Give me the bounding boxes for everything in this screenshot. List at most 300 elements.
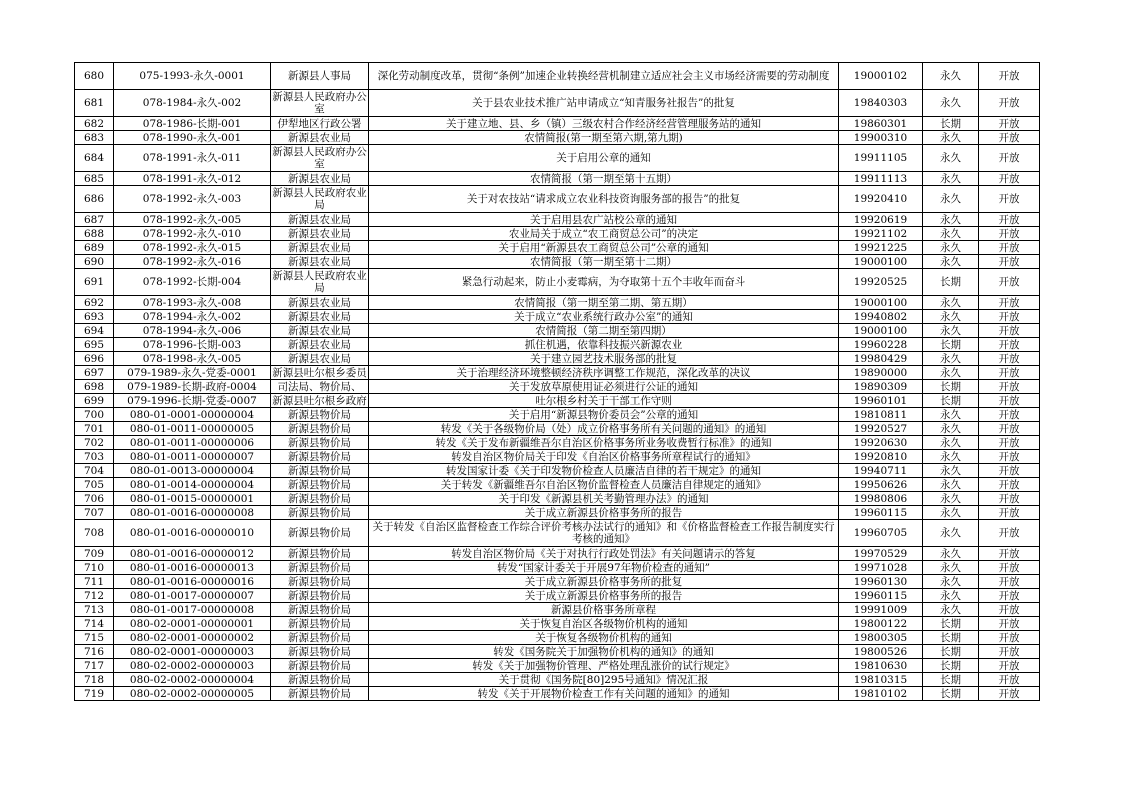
issuing-agency-cell: 新源县人事局: [271, 63, 369, 90]
access-status-cell: 开放: [979, 227, 1040, 241]
retention-period-cell: 永久: [923, 296, 979, 310]
archive-code-cell: 079-1989-长期-政府-0004: [114, 380, 271, 394]
issuing-agency-cell: 新源县人民政府农业局: [272, 187, 367, 211]
table-row: [75, 520, 1040, 547]
issuing-agency-cell: 新源县农业局: [271, 338, 369, 352]
retention-period-cell: 永久: [923, 310, 979, 324]
access-status-cell: 开放: [979, 589, 1040, 603]
issuing-agency-cell: 新源县物价局: [271, 436, 369, 450]
row-number-cell: 711: [75, 575, 114, 589]
access-status-cell: 开放: [979, 673, 1040, 687]
document-title-cell: 关于县农业技术推广站申请成立“知青服务社报告”的批复: [369, 90, 839, 117]
archive-code-cell: 078-1986-长期-001: [114, 117, 271, 131]
row-number-cell: 690: [75, 255, 114, 269]
access-status-cell: 开放: [979, 422, 1040, 436]
document-date-cell: 19810811: [839, 408, 923, 422]
archive-code-cell: 078-1996-长期-003: [114, 338, 271, 352]
document-date-cell: 19810630: [839, 659, 923, 673]
table-row: [75, 366, 1040, 380]
document-date-cell: 19920619: [839, 213, 923, 227]
retention-period-cell: 永久: [923, 213, 979, 227]
access-status-cell: 开放: [979, 296, 1040, 310]
issuing-agency-cell: 新源县物价局: [271, 450, 369, 464]
document-date-cell: 19810102: [839, 687, 923, 701]
archive-code-cell: 080-01-0016-00000013: [114, 561, 271, 575]
issuing-agency-cell: 新源县物价局: [271, 561, 369, 575]
access-status-cell: 开放: [979, 464, 1040, 478]
table-row: [75, 408, 1040, 422]
row-number-cell: 718: [75, 673, 114, 687]
archive-code-cell: 080-02-0001-00000002: [114, 631, 271, 645]
table-row: [75, 90, 1040, 117]
archive-code-cell: 078-1993-永久-008: [114, 296, 271, 310]
archive-code-cell: 075-1993-永久-0001: [114, 63, 271, 90]
access-status-cell: 开放: [979, 520, 1040, 547]
table-row: [75, 186, 1040, 213]
table-row: [75, 213, 1040, 227]
row-number-cell: 685: [75, 172, 114, 186]
row-number-cell: 694: [75, 324, 114, 338]
archive-code-cell: 078-1990-永久-001: [114, 131, 271, 145]
archive-table: [74, 62, 1040, 701]
retention-period-cell: 永久: [923, 366, 979, 380]
issuing-agency-cell: 新源县物价局: [271, 547, 369, 561]
document-title-cell: 关于建立园艺技术服务部的批复: [369, 352, 839, 366]
access-status-cell: 开放: [979, 631, 1040, 645]
table-row: [75, 617, 1040, 631]
issuing-agency-cell: 新源县农业局: [271, 296, 369, 310]
access-status-cell: 开放: [979, 561, 1040, 575]
document-title-cell: 转发《关于发布新疆维吾尔自治区价格事务所业务收费暂行标准》的通知: [369, 436, 839, 450]
document-date-cell: 19950626: [839, 478, 923, 492]
table-row: [75, 645, 1040, 659]
issuing-agency-cell: 新源县物价局: [271, 408, 369, 422]
row-number-cell: 719: [75, 687, 114, 701]
document-title-cell: 农情简报（第一期至第十五期）: [369, 172, 839, 186]
issuing-agency-cell: 新源县物价局: [271, 617, 369, 631]
table-row: [75, 269, 1040, 296]
archive-code-cell: 080-01-0011-00000005: [114, 422, 271, 436]
table-row: [75, 575, 1040, 589]
retention-period-cell: 长期: [923, 617, 979, 631]
table-row: [75, 255, 1040, 269]
row-number-cell: 689: [75, 241, 114, 255]
access-status-cell: 开放: [979, 687, 1040, 701]
table-row: [75, 436, 1040, 450]
archive-code-cell: 080-01-0016-00000010: [114, 520, 271, 547]
document-date-cell: 19800305: [839, 631, 923, 645]
row-number-cell: 681: [75, 90, 114, 117]
retention-period-cell: 永久: [923, 506, 979, 520]
row-number-cell: 705: [75, 478, 114, 492]
document-title-cell: 关于启用“新源县物价委员会”公章的通知: [369, 408, 839, 422]
archive-code-cell: 080-01-0011-00000006: [114, 436, 271, 450]
retention-period-cell: 长期: [923, 659, 979, 673]
access-status-cell: 开放: [979, 478, 1040, 492]
issuing-agency-cell: 新源县物价局: [271, 687, 369, 701]
row-number-cell: 716: [75, 645, 114, 659]
row-number-cell: 684: [75, 145, 114, 172]
archive-code-cell: 078-1992-永久-016: [114, 255, 271, 269]
document-title-cell: 关于启用公章的通知: [369, 145, 839, 172]
document-date-cell: 19920525: [839, 269, 923, 296]
row-number-cell: 682: [75, 117, 114, 131]
retention-period-cell: 长期: [923, 687, 979, 701]
archive-code-cell: 080-01-0016-00000008: [114, 506, 271, 520]
row-number-cell: 707: [75, 506, 114, 520]
row-number-cell: 708: [75, 520, 114, 547]
retention-period-cell: 永久: [923, 589, 979, 603]
table-row: [75, 687, 1040, 701]
table-row: [75, 464, 1040, 478]
table-row: [75, 492, 1040, 506]
document-title-cell: 关于印发《新源县机关考勤管理办法》的通知: [369, 492, 839, 506]
document-date-cell: 19921225: [839, 241, 923, 255]
archive-code-cell: 078-1991-永久-012: [114, 172, 271, 186]
document-title-cell: 吐尔根乡村关于干部工作守则: [369, 394, 839, 408]
archive-code-cell: 080-01-0017-00000008: [114, 603, 271, 617]
archive-code-cell: 080-01-0001-00000004: [114, 408, 271, 422]
document-date-cell: 19000100: [839, 255, 923, 269]
table-row: [75, 338, 1040, 352]
access-status-cell: 开放: [979, 63, 1040, 90]
issuing-agency-cell: 新源县物价局: [271, 492, 369, 506]
issuing-agency-cell: 新源县农业局: [271, 131, 369, 145]
access-status-cell: 开放: [979, 394, 1040, 408]
document-title-cell: 深化劳动制度改革，贯彻“条例”加速企业转换经营机制建立适应社会主义市场经济需要的劳动制度: [369, 63, 839, 90]
document-date-cell: 19960705: [839, 520, 923, 547]
table-row: [75, 310, 1040, 324]
document-title-cell: 转发自治区物价局关于印发《自治区价格事务所章程试行的通知》: [369, 450, 839, 464]
table-row: [75, 172, 1040, 186]
archive-code-cell: 080-01-0016-00000016: [114, 575, 271, 589]
document-date-cell: 19920810: [839, 450, 923, 464]
row-number-cell: 688: [75, 227, 114, 241]
row-number-cell: 683: [75, 131, 114, 145]
document-title-cell: 农情简报（第二期至第四期）: [369, 324, 839, 338]
row-number-cell: 691: [75, 269, 114, 296]
retention-period-cell: 永久: [923, 172, 979, 186]
retention-period-cell: 长期: [923, 394, 979, 408]
access-status-cell: 开放: [979, 145, 1040, 172]
row-number-cell: 703: [75, 450, 114, 464]
document-title-cell: 农业局关于成立“农工商贸总公司”的决定: [369, 227, 839, 241]
access-status-cell: 开放: [979, 408, 1040, 422]
archive-code-cell: 080-01-0011-00000007: [114, 450, 271, 464]
archive-code-cell: 078-1992-长期-004: [114, 269, 271, 296]
archive-code-cell: 078-1992-永久-005: [114, 213, 271, 227]
document-date-cell: 19000100: [839, 324, 923, 338]
document-title-cell: 转发《国务院关于加强物价机构的通知》的通知: [369, 645, 839, 659]
document-date-cell: 19860301: [839, 117, 923, 131]
table-row: [75, 380, 1040, 394]
row-number-cell: 704: [75, 464, 114, 478]
retention-period-cell: 永久: [923, 255, 979, 269]
document-title-cell: 转发《关于各级物价局（处）成立价格事务所有关问题的通知》的通知: [369, 422, 839, 436]
archive-code-cell: 078-1994-永久-006: [114, 324, 271, 338]
issuing-agency-cell: 新源县农业局: [271, 352, 369, 366]
archive-code-cell: 080-01-0015-00000001: [114, 492, 271, 506]
archive-code-cell: 080-02-0002-00000003: [114, 659, 271, 673]
issuing-agency-cell: 新源县物价局: [271, 631, 369, 645]
document-date-cell: 19971028: [839, 561, 923, 575]
document-date-cell: 19920527: [839, 422, 923, 436]
retention-period-cell: 长期: [923, 338, 979, 352]
document-date-cell: 19940711: [839, 464, 923, 478]
document-date-cell: 19920410: [839, 186, 923, 213]
document-title-cell: 关于成立新源县价格事务所的报告: [369, 506, 839, 520]
table-row: [75, 631, 1040, 645]
document-date-cell: 19000102: [839, 63, 923, 90]
archive-code-cell: 078-1992-永久-003: [114, 186, 271, 213]
retention-period-cell: 长期: [923, 673, 979, 687]
issuing-agency-cell: 新源县农业局: [271, 310, 369, 324]
document-date-cell: 19970529: [839, 547, 923, 561]
table-row: [75, 547, 1040, 561]
archive-code-cell: 080-02-0001-00000001: [114, 617, 271, 631]
issuing-agency-cell: 新源县物价局: [271, 520, 369, 547]
retention-period-cell: 永久: [923, 408, 979, 422]
archive-code-cell: 080-01-0016-00000012: [114, 547, 271, 561]
document-title-cell: 关于贯彻《国务院[80]295号通知》情况汇报: [369, 673, 839, 687]
document-title-cell: 关于成立新源县价格事务所的批复: [369, 575, 839, 589]
document-date-cell: 19840303: [839, 90, 923, 117]
access-status-cell: 开放: [979, 506, 1040, 520]
archive-code-cell: 078-1992-永久-015: [114, 241, 271, 255]
row-number-cell: 713: [75, 603, 114, 617]
document-date-cell: 19890000: [839, 366, 923, 380]
retention-period-cell: 永久: [923, 131, 979, 145]
issuing-agency-cell: 伊犁地区行政公署: [271, 117, 369, 131]
access-status-cell: 开放: [979, 255, 1040, 269]
issuing-agency-cell: 新源县物价局: [271, 422, 369, 436]
access-status-cell: 开放: [979, 338, 1040, 352]
archive-code-cell: 080-01-0013-00000004: [114, 464, 271, 478]
retention-period-cell: 永久: [923, 352, 979, 366]
document-date-cell: 19980806: [839, 492, 923, 506]
document-title-cell: 关于启用“新源县农工商贸总公司”公章的通知: [369, 241, 839, 255]
table-row: [75, 352, 1040, 366]
row-number-cell: 680: [75, 63, 114, 90]
retention-period-cell: 永久: [923, 450, 979, 464]
document-date-cell: 19960101: [839, 394, 923, 408]
retention-period-cell: 永久: [923, 561, 979, 575]
row-number-cell: 715: [75, 631, 114, 645]
retention-period-cell: 永久: [923, 227, 979, 241]
access-status-cell: 开放: [979, 659, 1040, 673]
row-number-cell: 695: [75, 338, 114, 352]
access-status-cell: 开放: [979, 241, 1040, 255]
retention-period-cell: 永久: [923, 90, 979, 117]
issuing-agency-cell: 新源县农业局: [271, 255, 369, 269]
access-status-cell: 开放: [979, 575, 1040, 589]
issuing-agency-cell: 新源县物价局: [271, 603, 369, 617]
access-status-cell: 开放: [979, 352, 1040, 366]
document-date-cell: 19810315: [839, 673, 923, 687]
row-number-cell: 701: [75, 422, 114, 436]
row-number-cell: 717: [75, 659, 114, 673]
table-row: [75, 659, 1040, 673]
retention-period-cell: 长期: [923, 645, 979, 659]
document-title-cell: 农情简报（第一期至第二期、第五期）: [369, 296, 839, 310]
retention-period-cell: 永久: [923, 478, 979, 492]
table-row: [75, 296, 1040, 310]
document-title-cell: 关于启用县农广站校公章的通知: [369, 213, 839, 227]
table-row: [75, 561, 1040, 575]
access-status-cell: 开放: [979, 492, 1040, 506]
table-row: [75, 506, 1040, 520]
document-date-cell: 19980429: [839, 352, 923, 366]
document-date-cell: 19960115: [839, 589, 923, 603]
document-date-cell: 19960130: [839, 575, 923, 589]
access-status-cell: 开放: [979, 310, 1040, 324]
table-row: [75, 241, 1040, 255]
retention-period-cell: 永久: [923, 603, 979, 617]
document-date-cell: 19920630: [839, 436, 923, 450]
access-status-cell: 开放: [979, 366, 1040, 380]
document-date-cell: 19960228: [839, 338, 923, 352]
retention-period-cell: 永久: [923, 241, 979, 255]
document-date-cell: 19940802: [839, 310, 923, 324]
document-title-cell: 转发《关于加强物价管理、严格处理乱涨价的试行规定》: [369, 659, 839, 673]
retention-period-cell: 长期: [923, 117, 979, 131]
access-status-cell: 开放: [979, 213, 1040, 227]
row-number-cell: 698: [75, 380, 114, 394]
row-number-cell: 700: [75, 408, 114, 422]
table-row: [75, 117, 1040, 131]
row-number-cell: 712: [75, 589, 114, 603]
table-row: [75, 422, 1040, 436]
issuing-agency-cell: 新源县物价局: [271, 645, 369, 659]
archive-code-cell: 078-1984-永久-002: [114, 90, 271, 117]
access-status-cell: 开放: [979, 172, 1040, 186]
document-title-cell: 转发“国家计委关于开展97年物价检查的通知”: [369, 561, 839, 575]
document-title-cell: 关于发放草原使用证必须进行公证的通知: [369, 380, 839, 394]
document-title-cell: 农情简报（第一期至第十二期）: [369, 255, 839, 269]
document-title-cell: 关于对农技站“请求成立农业科技资询服务部的报告”的批复: [369, 186, 839, 213]
retention-period-cell: 永久: [923, 324, 979, 338]
table-row: [75, 673, 1040, 687]
access-status-cell: 开放: [979, 131, 1040, 145]
archive-code-cell: 078-1992-永久-010: [114, 227, 271, 241]
table-row: [75, 589, 1040, 603]
issuing-agency-cell: 新源县吐尔根乡委员: [272, 366, 367, 379]
table-row: [75, 227, 1040, 241]
row-number-cell: 710: [75, 561, 114, 575]
archive-code-cell: 080-01-0017-00000007: [114, 589, 271, 603]
issuing-agency-cell: 新源县人民政府农业局: [272, 270, 367, 294]
archive-code-cell: 078-1994-永久-002: [114, 310, 271, 324]
document-date-cell: 19960115: [839, 506, 923, 520]
document-title-cell: 关于转发《自治区监督检查工作综合评价考核办法试行的通知》和《价格监督检查工作报告制度实行考核的通知》: [369, 520, 839, 547]
retention-period-cell: 永久: [923, 436, 979, 450]
document-title-cell: 关于恢复各级物价机构的通知: [369, 631, 839, 645]
issuing-agency-cell: 新源县人民政府办公室: [272, 146, 367, 170]
issuing-agency-cell: 新源县农业局: [271, 227, 369, 241]
issuing-agency-cell: 新源县农业局: [271, 241, 369, 255]
retention-period-cell: 长期: [923, 269, 979, 296]
archive-code-cell: 080-01-0014-00000004: [114, 478, 271, 492]
document-date-cell: 19890309: [839, 380, 923, 394]
document-title-cell: 关于成立新源县价格事务所的报告: [369, 589, 839, 603]
issuing-agency-cell: 新源县农业局: [271, 172, 369, 186]
archive-code-cell: 080-02-0002-00000005: [114, 687, 271, 701]
row-number-cell: 697: [75, 366, 114, 380]
retention-period-cell: 永久: [923, 145, 979, 172]
archive-code-cell: 078-1991-永久-011: [114, 145, 271, 172]
document-date-cell: 19800122: [839, 617, 923, 631]
archive-code-cell: 079-1989-永久-党委-0001: [114, 366, 271, 380]
row-number-cell: 706: [75, 492, 114, 506]
row-number-cell: 702: [75, 436, 114, 450]
archive-code-cell: 078-1998-永久-005: [114, 352, 271, 366]
document-date-cell: 19911105: [839, 145, 923, 172]
table-row: [75, 394, 1040, 408]
document-date-cell: 19991009: [839, 603, 923, 617]
table-row: [75, 478, 1040, 492]
document-date-cell: 19800526: [839, 645, 923, 659]
access-status-cell: 开放: [979, 547, 1040, 561]
access-status-cell: 开放: [979, 117, 1040, 131]
document-title-cell: 农情简报(第一期至第六期,第九期): [369, 131, 839, 145]
access-status-cell: 开放: [979, 436, 1040, 450]
table-row: [75, 603, 1040, 617]
row-number-cell: 687: [75, 213, 114, 227]
issuing-agency-cell: 新源县农业局: [271, 213, 369, 227]
issuing-agency-cell: 新源县人民政府办公室: [272, 91, 367, 115]
issuing-agency-cell: 新源县物价局: [271, 589, 369, 603]
retention-period-cell: 永久: [923, 492, 979, 506]
access-status-cell: 开放: [979, 90, 1040, 117]
row-number-cell: 714: [75, 617, 114, 631]
retention-period-cell: 永久: [923, 422, 979, 436]
archive-code-cell: 079-1996-长期-党委-0007: [114, 394, 271, 408]
row-number-cell: 709: [75, 547, 114, 561]
issuing-agency-cell: 新源县农业局: [271, 324, 369, 338]
archive-code-cell: 080-02-0001-00000003: [114, 645, 271, 659]
document-title-cell: 紧急行动起来，防止小麦霉病，为夺取第十五个丰收年而奋斗: [369, 269, 839, 296]
access-status-cell: 开放: [979, 450, 1040, 464]
issuing-agency-cell: 新源县物价局: [271, 575, 369, 589]
retention-period-cell: 永久: [923, 63, 979, 90]
retention-period-cell: 长期: [923, 631, 979, 645]
access-status-cell: 开放: [979, 603, 1040, 617]
archive-code-cell: 080-02-0002-00000004: [114, 673, 271, 687]
retention-period-cell: 长期: [923, 380, 979, 394]
table-row: [75, 324, 1040, 338]
issuing-agency-cell: 司法局、物价局、: [271, 380, 369, 394]
retention-period-cell: 永久: [923, 464, 979, 478]
document-title-cell: 关于治理经济环境整顿经济秩序调整工作规范，深化改革的决议: [369, 366, 839, 380]
retention-period-cell: 永久: [923, 186, 979, 213]
document-title-cell: 转发国家计委《关于印发物价检查人员廉洁自律的若干规定》的通知: [369, 464, 839, 478]
retention-period-cell: 永久: [923, 575, 979, 589]
issuing-agency-cell: 新源县吐尔根乡政府: [272, 394, 367, 407]
access-status-cell: 开放: [979, 269, 1040, 296]
document-date-cell: 19911113: [839, 172, 923, 186]
table-row: [75, 450, 1040, 464]
document-title-cell: 关于建立地、县、乡（镇）三级农村合作经济经营管理服务站的通知: [369, 117, 839, 131]
row-number-cell: 699: [75, 394, 114, 408]
document-title-cell: 关于恢复自治区各级物价机构的通知: [369, 617, 839, 631]
access-status-cell: 开放: [979, 645, 1040, 659]
document-title-cell: 新源县价格事务所章程: [369, 603, 839, 617]
document-date-cell: 19900310: [839, 131, 923, 145]
document-title-cell: 抓住机遇，依靠科技振兴新源农业: [369, 338, 839, 352]
row-number-cell: 692: [75, 296, 114, 310]
access-status-cell: 开放: [979, 380, 1040, 394]
issuing-agency-cell: 新源县物价局: [271, 506, 369, 520]
